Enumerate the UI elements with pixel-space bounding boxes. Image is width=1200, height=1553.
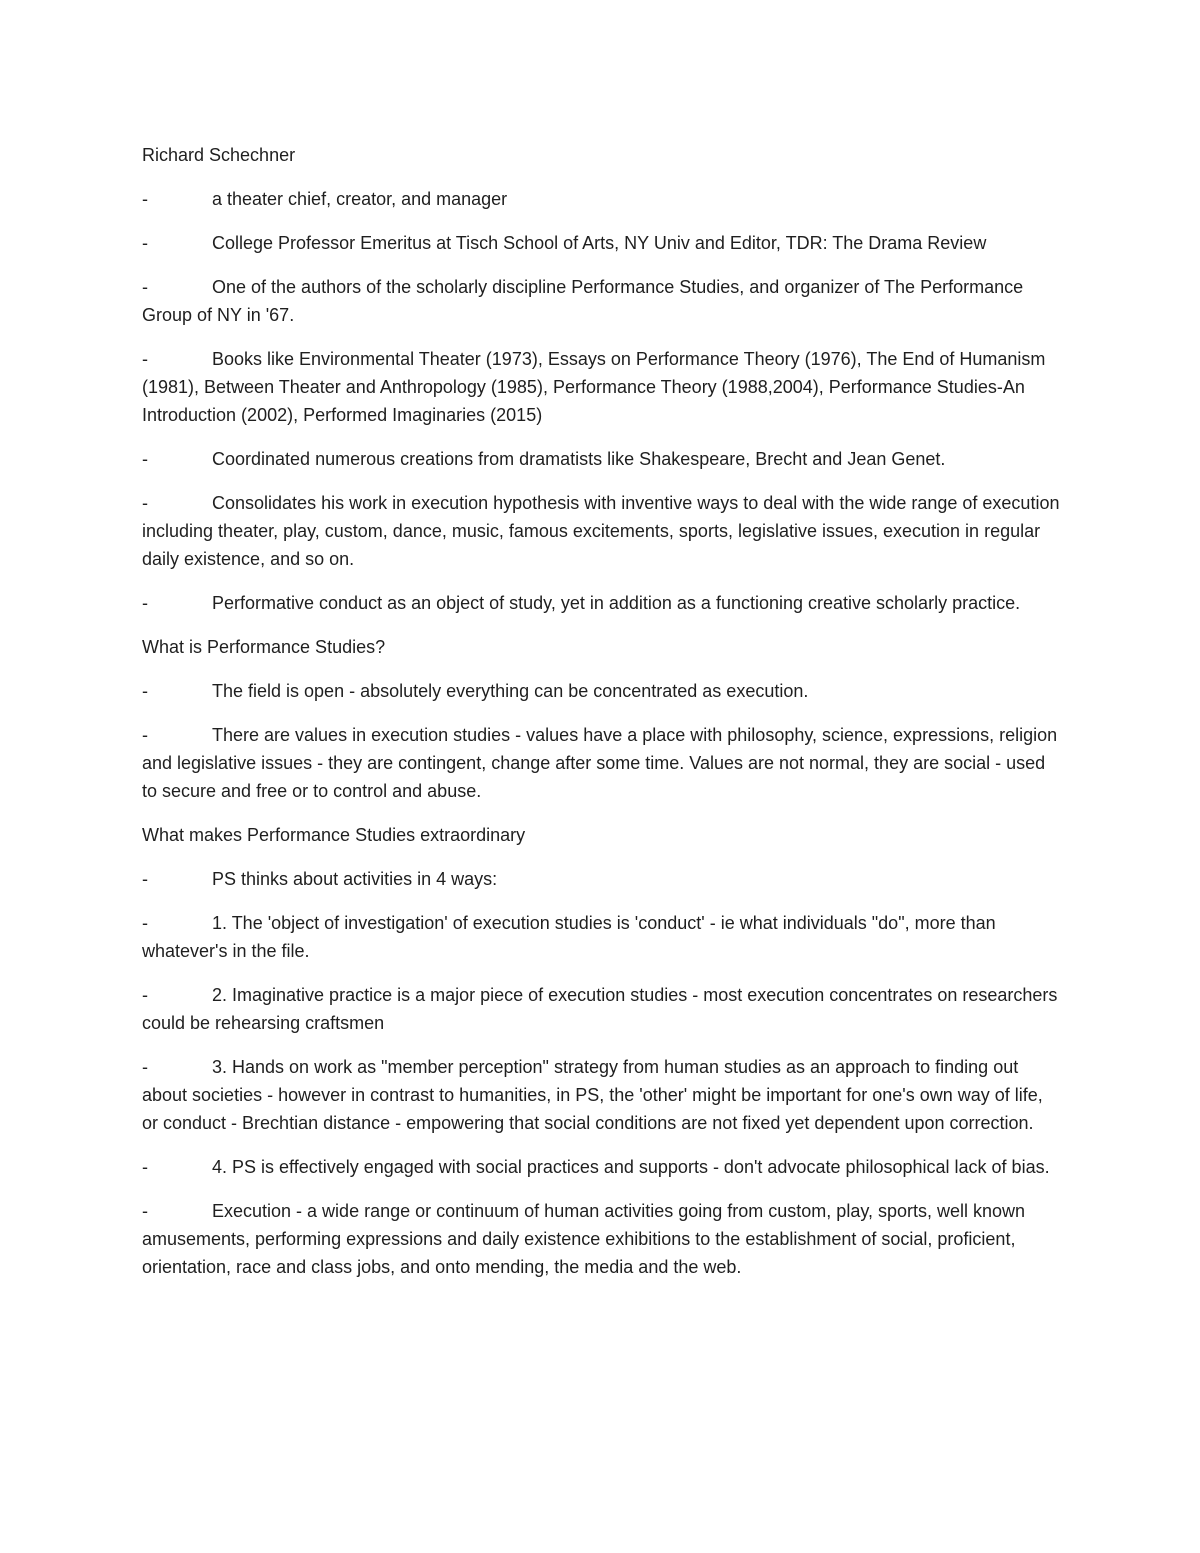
section-heading: What makes Performance Studies extraordinary: [142, 825, 526, 845]
bullet-dash: -: [142, 1057, 148, 1077]
bullet-item: [142, 909, 1062, 965]
bullet-text: PS thinks about activities in 4 ways:: [212, 869, 498, 889]
bullet-text: One of the authors of the scholarly discipline Performance Studies, and organizer of The Performance Group of NY in '67.: [142, 277, 1024, 325]
bullet-dash: -: [142, 493, 148, 513]
bullet-item: [142, 677, 1062, 705]
bullet-item: [142, 721, 1062, 805]
bullet-text: 2. Imaginative practice is a major piece of execution studies - most execution concentrates on researchers could be rehearsing craftsmen: [142, 985, 1058, 1033]
bullet-dash: -: [142, 189, 148, 209]
bullet-dash: -: [142, 277, 148, 297]
bullet-item: [142, 229, 1062, 257]
bullet-text: Performative conduct as an object of study, yet in addition as a functioning creative scholarly practice.: [212, 593, 1021, 613]
bullet-dash: -: [142, 725, 148, 745]
document-page: [142, 141, 1062, 1297]
bullet-dash: -: [142, 913, 148, 933]
bullet-text: There are values in execution studies - values have a place with philosophy, science, expressions, religion and legislative issues - they are contingent, change after some time. Values are not normal, they are social - used to secure and free or to control and abuse.: [142, 725, 1058, 801]
bullet-item: [142, 273, 1062, 329]
bullet-text: a theater chief, creator, and manager: [212, 189, 508, 209]
bullet-dash: -: [142, 869, 148, 889]
bullet-text: Coordinated numerous creations from dramatists like Shakespeare, Brecht and Jean Genet.: [212, 449, 946, 469]
section-heading: What is Performance Studies?: [142, 637, 386, 657]
section-heading: Richard Schechner: [142, 145, 296, 165]
bullet-text: Execution - a wide range or continuum of human activities going from custom, play, sports, well known amusements, performing expressions and daily existence exhibitions to the establishment of social, proficient, orientation, race and class jobs, and onto mending, the media and the web.: [142, 1201, 1026, 1277]
bullet-item: [142, 489, 1062, 573]
bullet-dash: -: [142, 233, 148, 253]
bullet-item: [142, 345, 1062, 429]
bullet-dash: -: [142, 1201, 148, 1221]
bullet-item: [142, 1197, 1062, 1281]
bullet-item: [142, 445, 1062, 473]
bullet-text: The field is open - absolutely everything can be concentrated as execution.: [212, 681, 809, 701]
bullet-item: [142, 981, 1062, 1037]
bullet-text: 3. Hands on work as "member perception" strategy from human studies as an approach to finding out about societies - however in contrast to humanities, in PS, the 'other' might be important for one's own way of life, or conduct - Brechtian distance - empowering that social conditions are not fixed yet dependent upon correction.: [142, 1057, 1043, 1133]
bullet-dash: -: [142, 1157, 148, 1177]
bullet-text: College Professor Emeritus at Tisch School of Arts, NY Univ and Editor, TDR: The Drama Review: [212, 233, 987, 253]
bullet-text: Consolidates his work in execution hypothesis with inventive ways to deal with the wide range of execution including theater, play, custom, dance, music, famous excitements, sports, legislative issues, execution in regular daily existence, and so on.: [142, 493, 1060, 569]
section-what-makes-ps-extraordinary: [142, 821, 1062, 1281]
bullet-dash: -: [142, 593, 148, 613]
bullet-dash: -: [142, 349, 148, 369]
bullet-item: [142, 185, 1062, 213]
bullet-item: [142, 589, 1062, 617]
bullet-text: 4. PS is effectively engaged with social practices and supports - don't advocate philosophical lack of bias.: [212, 1157, 1050, 1177]
section-what-is-performance-studies: [142, 633, 1062, 805]
section-richard-schechner: [142, 141, 1062, 617]
bullet-item: [142, 1153, 1062, 1181]
bullet-dash: -: [142, 985, 148, 1005]
bullet-item: [142, 865, 1062, 893]
bullet-dash: -: [142, 449, 148, 469]
bullet-text: Books like Environmental Theater (1973), Essays on Performance Theory (1976), The End of Humanism (1981), Between Theater and Anthropology (1985), Performance Theory (1988,2004), Performance Studies-An Introduction (2002), Performed Imaginaries (2015): [142, 349, 1046, 425]
bullet-text: 1. The 'object of investigation' of execution studies is 'conduct' - ie what individuals "do", more than whatever's in the file.: [142, 913, 996, 961]
bullet-item: [142, 1053, 1062, 1137]
bullet-dash: -: [142, 681, 148, 701]
